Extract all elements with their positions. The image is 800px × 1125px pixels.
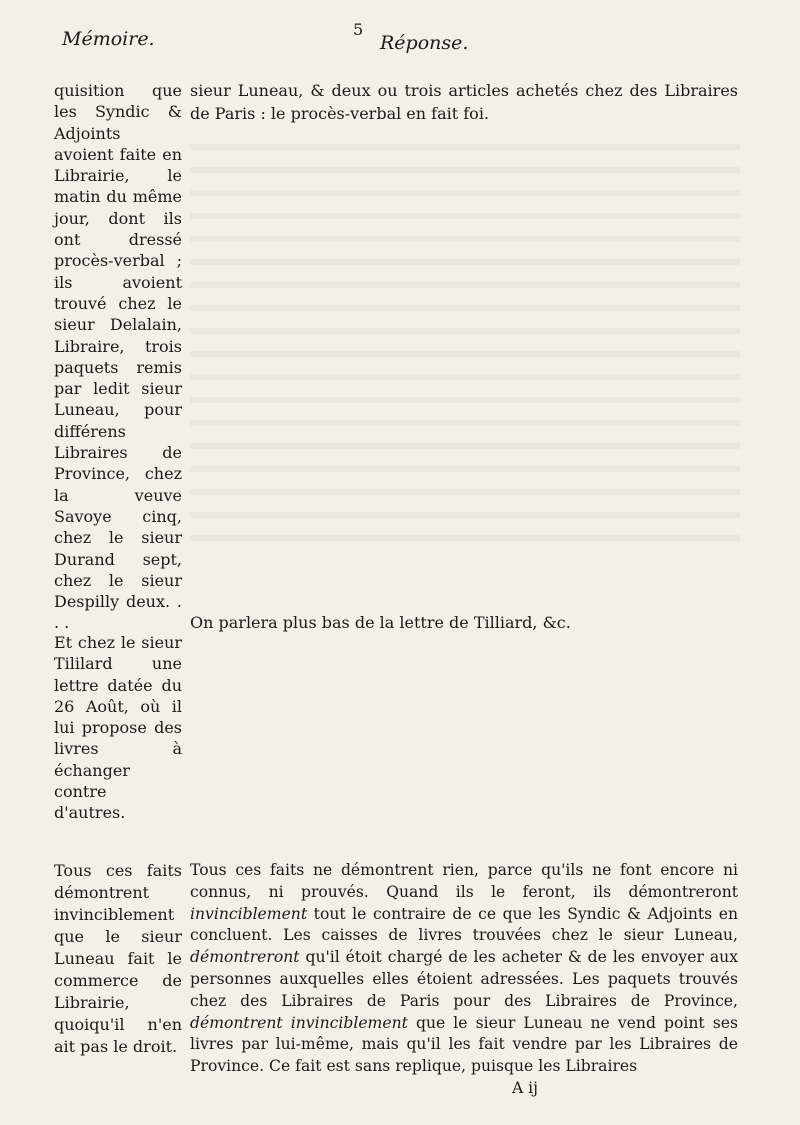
left-column-heading: Mémoire. (62, 28, 155, 50)
reponse-text-segment: qu'il étoit chargé de les acheter & de les envoyer aux personnes auxquelles elles étoient adressées. Les paquets trouvés chez des Libraires de Paris pour des Libraires de Province, (190, 948, 738, 1010)
memoire-paragraph-3: Tous ces faits démontrent invinciblement que le sieur Luneau fait le commerce de Librairie, quoiqu'il n'en ait pas le droit. (54, 861, 182, 1056)
reponse-text-segment: tout le contraire de ce que les Syndic & Adjoints en concluent. Les caisses de livres trouvées chez le sieur Luneau, (190, 904, 738, 945)
right-column-heading: Réponse. (380, 32, 469, 54)
reponse-paragraph-2: On parlera plus bas de la lettre de Tilliard, &c. (190, 613, 571, 632)
reponse-text-segment: Tous ces faits ne démontrent rien, parce qu'ils ne font encore ni connus, ni prouvés. Quand ils le feront, ils démontreront (190, 861, 738, 901)
reponse-emphasis: démontreront (190, 948, 300, 967)
reponse-emphasis: invinciblement (190, 904, 308, 923)
reponse-paragraph-1: sieur Luneau, & deux ou trois articles achetés chez des Libraires de Paris : le procès-verbal en fait foi. (190, 81, 738, 123)
show-through-texture (190, 130, 740, 550)
reponse-text-segment: que le sieur Luneau ne vend point ses livres par lui-même, mais qu'il les fait vendre par les Libraires de Province. Ce fait est sans replique, puisque les Libraires (190, 1013, 738, 1076)
signature-mark: A ij (511, 1078, 538, 1097)
reponse-emphasis: démontrent invinciblement (190, 1013, 408, 1032)
memoire-paragraph-2: Et chez le sieur Tililard une lettre datée du 26 Août, où il lui propose des livres à échanger contre d'autres. (54, 633, 182, 823)
memoire-paragraph-1: quisition que les Syndic & Adjoints avoient faite en Librairie, le matin du même jour, dont ils ont dressé procès-verbal ; ils avoient trouvé chez le sieur Delalain, Libraire, trois paquets remis par ledit sieur Luneau, pour différens Libraires de Province, chez la veuve Savoye cinq, chez le sieur Durand sept, chez le sieur Despilly deux. . . . (54, 81, 182, 633)
reponse-paragraph-3 (190, 860, 738, 1100)
page-number: 5 (353, 20, 364, 39)
